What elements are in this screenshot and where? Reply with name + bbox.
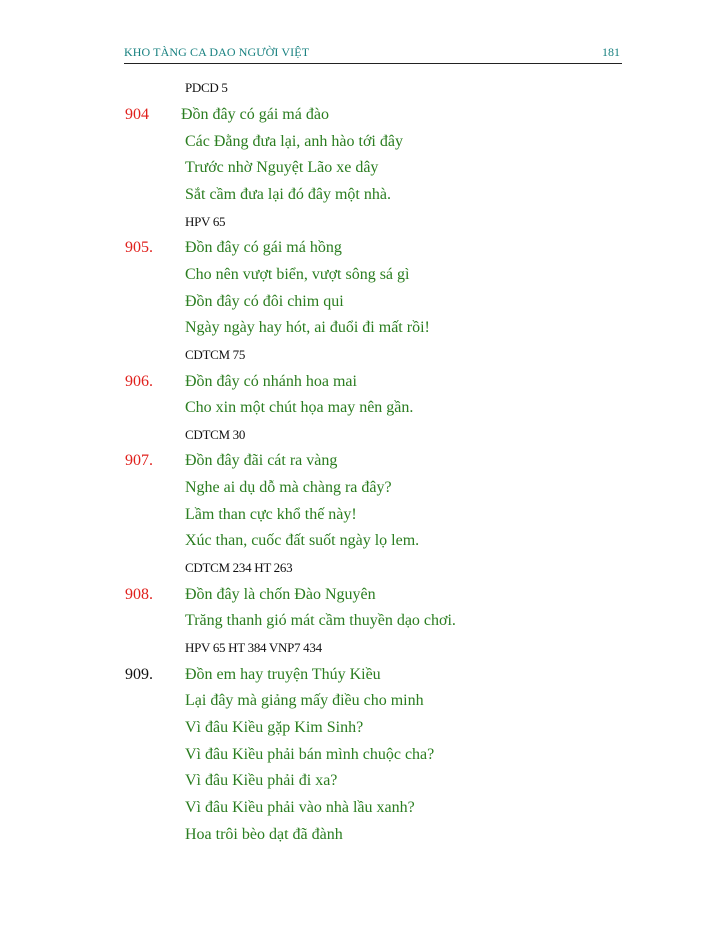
entry-number: 906.	[125, 373, 153, 390]
page-header	[124, 44, 622, 64]
verse-line: Vì đâu Kiều phải đi xa?	[185, 772, 338, 789]
source-ref: PDCD 5	[185, 80, 228, 95]
verse-line: Đồn đây là chốn Đào Nguyên	[185, 586, 376, 603]
entry-number: 904	[125, 106, 149, 123]
verse-line: Hoa trôi bèo dạt đã đành	[185, 826, 343, 843]
verse-line: Cho nên vượt biển, vượt sông sá gì	[185, 266, 410, 283]
verse-line: Đồn đây có gái má hồng	[185, 239, 342, 256]
verse-line: Trước nhờ Nguyệt Lão xe dây	[185, 159, 379, 176]
verse-line: Đồn em hay truyện Thúy Kiều	[185, 666, 381, 683]
verse-line: Nghe ai dụ dỗ mà chàng ra đây?	[185, 479, 392, 496]
page-number: 181	[602, 45, 620, 59]
verse-line: Xúc than, cuốc đất suốt ngày lọ lem.	[185, 532, 420, 549]
verse-line: Đồn đây có nhánh hoa mai	[185, 373, 357, 390]
entry-number: 905.	[125, 239, 153, 256]
verse-line: Vì đâu Kiều gặp Kim Sinh?	[185, 719, 364, 736]
entry-number: 909.	[125, 666, 153, 683]
verse-line: Lại đây mà giảng mấy điều cho minh	[185, 692, 424, 709]
source-ref: HPV 65 HT 384 VNP7 434	[185, 640, 322, 655]
entry-number: 908.	[125, 586, 153, 603]
verse-line: Trăng thanh gió mát cầm thuyền dạo chơi.	[185, 612, 456, 629]
source-ref: CDTCM 75	[185, 347, 246, 362]
verse-line: Cho xin một chút họa may nên gần.	[185, 399, 414, 416]
verse-line: Lầm than cực khổ thế này!	[185, 506, 357, 523]
source-ref: HPV 65	[185, 214, 226, 229]
verse-line: Vì đâu Kiều phải vào nhà lầu xanh?	[185, 799, 415, 816]
source-ref: CDTCM 234 HT 263	[185, 560, 293, 575]
entry-number: 907.	[125, 452, 153, 469]
verse-line: Đồn đây đãi cát ra vàng	[185, 452, 338, 469]
verse-line: Vì đâu Kiều phải bán mình chuộc cha?	[185, 746, 435, 763]
header-title: KHO TÀNG CA DAO NGƯỜI VIỆT	[124, 45, 310, 59]
verse-line: Sắt cầm đưa lại đó đây một nhà.	[185, 186, 391, 203]
verse-line: Đồn đây có đôi chim qui	[185, 293, 344, 310]
source-ref: CDTCM 30	[185, 427, 246, 442]
verse-line: Các Đằng đưa lại, anh hào tới đây	[185, 133, 403, 150]
verse-line: Ngày ngày hay hót, ai đuổi đi mất rồi!	[185, 319, 430, 336]
verse-line: Đồn đây có gái má đào	[181, 106, 329, 123]
